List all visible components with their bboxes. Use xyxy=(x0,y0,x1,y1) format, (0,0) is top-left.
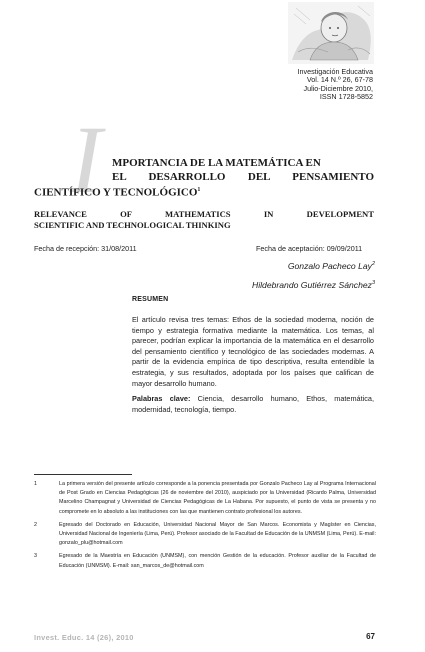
footnote xyxy=(34,480,376,517)
footnote-divider xyxy=(34,474,132,475)
abstract-section xyxy=(132,296,374,415)
journal-name: Investigación Educativa xyxy=(297,67,373,76)
title-line-2: EL DESARROLLO DEL PENSAMIENTO xyxy=(112,170,374,183)
article-title-spanish xyxy=(34,157,374,200)
author-name: Hildebrando Gutiérrez Sánchez xyxy=(252,280,372,290)
footnote-number: 1 xyxy=(34,481,37,487)
sketch-illustration-icon xyxy=(288,2,374,64)
keywords-list: Ciencia, desarrollo humano, Ethos, matemática, modernidad, tecnología, tiempo. xyxy=(132,394,374,414)
footnote xyxy=(34,552,376,570)
journal-period: Julio-Diciembre 2010, xyxy=(303,83,373,93)
footnote xyxy=(34,521,376,549)
publication-info xyxy=(233,68,373,102)
title-en-line-2: SCIENTIFIC AND TECHNOLOGICAL THINKING xyxy=(34,220,231,230)
keywords-label: Palabras clave: xyxy=(132,394,191,404)
author-2 xyxy=(252,280,375,290)
author-footnote-marker: 2 xyxy=(371,261,375,268)
abstract-heading: RESUMEN xyxy=(132,296,169,303)
footnotes xyxy=(34,480,376,575)
received-date: Fecha de recepción: 31/08/2011 xyxy=(34,244,137,253)
author-name: Gonzalo Pacheco Lay xyxy=(287,261,372,271)
page-number: 67 xyxy=(366,632,375,641)
footnote-number: 2 xyxy=(34,521,37,528)
title-footnote-marker: 1 xyxy=(197,187,201,193)
footer-citation: Invest. Educ. 14 (26), 2010 xyxy=(34,633,134,642)
footnote-text: La primera versión del presente artículo corresponde a la ponencia presentada por Gonzalo Pacheco Lay al Programa Internacional de Post Grado en Ciencias Pedagógicas (26 de noviembre del 2010), auspiciado por la Universidad (Ricardo Palma, Universidad Marcelino Champagnat y Universidad de Ciencias Pedagógicas de La Habana. Por supuesto, el punto de vista se presenta y no compromete en lo absoluto a las instituciones con las que mantienen contrato profesional los autores. xyxy=(59,481,376,515)
abstract-text: El artículo revisa tres temas: Ethos de la sociedad moderna, noción de tiempo y estrategia formativa mediante la matemática. Los temas, al parecer, podrían explicar la importancia de la matemática en el desarrollo del pensamiento científico y tecnológico de las sociedades modernas. A partir de la evidencia empírica de tipo descriptiva, resulta entendible la estrategia, y sus resultados, adoptada por los países que califican de mayor desarrollo humano. xyxy=(132,315,374,388)
author-footnote-marker: 3 xyxy=(371,280,375,287)
title-line-1: MPORTANCIA DE LA MATEMÁTICA EN xyxy=(112,157,321,169)
journal-volume: Vol. 14 N.º 26, 67-78 xyxy=(306,75,373,85)
title-line-3: CIENTÍFICO Y TECNOLÓGICO xyxy=(34,186,198,199)
title-dropcap: I xyxy=(70,106,100,213)
footnote-number: 3 xyxy=(34,553,37,560)
footnote-text: Egresado del Doctorado en Educación, Universidad Nacional Mayor de San Marcos. Economista y Magíster en Ciencias, Universidad Nacional de Ingeniería (Lima, Perú). Profesor asociado de la Facultad de Educación de la UNMSM (Lima, Perú). E-mail: gonzalo_plu@hotmail.com xyxy=(59,521,376,547)
accepted-date: Fecha de aceptación: 09/09/2011 xyxy=(256,244,363,253)
author-1 xyxy=(288,261,375,271)
article-title-english xyxy=(34,209,374,231)
footnote-text: Egresado de la Maestría en Educación (UNMSM), con mención Gestión de la educación. Profesor auxiliar de la Facultad de Educación (UNMSM). E-mail: san_marcos_de@hotmail.com xyxy=(59,553,376,569)
keywords xyxy=(132,394,374,415)
title-en-line-1: RELEVANCE OF MATHEMATICS IN DEVELOPMENT xyxy=(34,209,374,219)
journal-issn: ISSN 1728-5852 xyxy=(319,92,373,102)
